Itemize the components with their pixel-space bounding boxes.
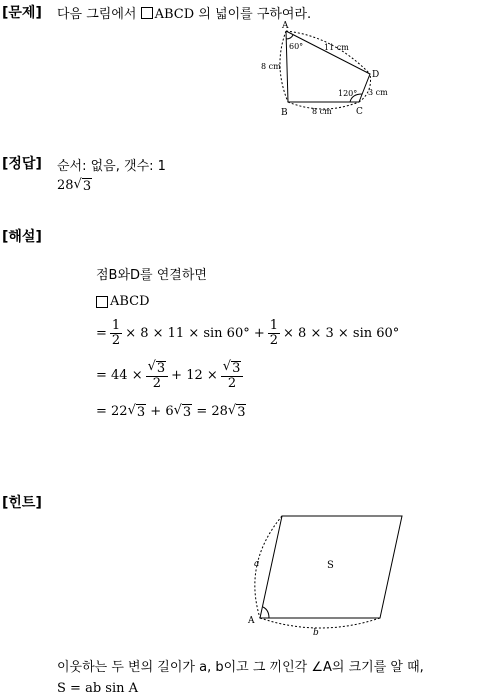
eq3-eq: = 22: [96, 404, 128, 419]
parallelogram-figure: [245, 508, 410, 636]
problem-shape: ABCD: [154, 7, 195, 22]
eq1-mid2: × 8 × 3 × sin 60°: [283, 325, 400, 341]
problem-label: [문제]: [2, 5, 42, 21]
label-s: S: [327, 560, 334, 571]
sqrt-symbol: √ 3: [147, 359, 166, 376]
solution-eq3: [96, 403, 246, 420]
label-angle-a: 60°: [289, 42, 304, 51]
label-angle-a: A: [248, 616, 255, 626]
label-ab: 8 cm: [261, 62, 281, 71]
label-side-a: a: [254, 559, 260, 569]
problem-text-prefix: 다음 그림에서: [57, 7, 141, 22]
solution-shape: ABCD: [110, 294, 150, 309]
eq3-eq2: = 28: [196, 404, 228, 419]
angle-arc-a: [286, 35, 293, 39]
eq3-plus: + 6: [150, 404, 174, 419]
label-angle-c: 120°: [338, 89, 358, 98]
sqrt-symbol: √ 3: [127, 403, 146, 420]
solution-line1: 점B와D를 연결하면: [96, 268, 207, 283]
eq1-frac2-den: 2: [269, 332, 279, 348]
hint-label: [힌트]: [2, 495, 42, 511]
square-symbol-icon: [141, 7, 153, 19]
eq2-plus: + 12 ×: [171, 367, 218, 383]
eq1-frac2-num: 1: [269, 318, 279, 333]
label-side-b: b: [313, 628, 319, 636]
eq2-frac2: [221, 360, 244, 390]
label-b: B: [281, 108, 288, 118]
sqrt-symbol: √ 3: [222, 359, 241, 376]
eq2-r2: 3: [232, 361, 241, 376]
answer-coef: 28: [57, 178, 74, 193]
eq3-r2: 3: [182, 405, 192, 420]
eq1-frac1: [110, 319, 122, 347]
label-bc: 8 cm: [312, 107, 332, 116]
sqrt-symbol: √ 3: [73, 177, 92, 194]
hint-formula: S = ab sin A: [57, 681, 138, 696]
answer-value: [57, 177, 92, 194]
solution-label: [해설]: [2, 229, 42, 245]
solution-eq2: [96, 360, 246, 390]
eq1-mid1: × 8 × 11 × sin 60° +: [125, 325, 265, 341]
answer-line1: 순서: 없음, 갯수: 1: [57, 159, 166, 174]
eq1-frac2: [268, 319, 280, 347]
label-cd: 3 cm: [368, 88, 388, 97]
answer-label: [정답]: [2, 156, 42, 172]
solution-eq1: [96, 319, 399, 347]
eq2-frac1: [146, 360, 169, 390]
eq2-eq: = 44 ×: [96, 367, 143, 383]
eq1-eq: =: [96, 325, 107, 341]
hint-line1: 이웃하는 두 변의 길이가 a, b이고 그 끼인각 ∠A의 크기를 알 때,: [57, 660, 424, 675]
label-ad: 11 cm: [324, 43, 349, 52]
square-symbol-icon: [96, 296, 108, 308]
problem-text-suffix: 의 넓이를 구하여라.: [194, 7, 312, 22]
sqrt-symbol: √ 3: [173, 403, 192, 420]
angle-arc-a: [263, 607, 269, 618]
eq2-frac1-den: 2: [152, 375, 162, 391]
quadrilateral-figure: [255, 18, 395, 120]
eq1-frac1-num: 1: [111, 318, 121, 333]
label-c: C: [356, 107, 363, 117]
eq3-r3: 3: [237, 405, 246, 420]
eq1-frac1-den: 2: [111, 332, 121, 348]
label-d: D: [372, 70, 380, 80]
eq2-r1: 3: [156, 361, 166, 376]
eq2-frac2-den: 2: [227, 375, 237, 391]
eq3-r1: 3: [136, 405, 146, 420]
answer-radicand: 3: [82, 179, 92, 194]
label-a: A: [282, 21, 289, 31]
dashed-arc-b: [260, 618, 380, 628]
sqrt-symbol: √ 3: [227, 403, 246, 420]
solution-shape-line: [96, 294, 150, 309]
